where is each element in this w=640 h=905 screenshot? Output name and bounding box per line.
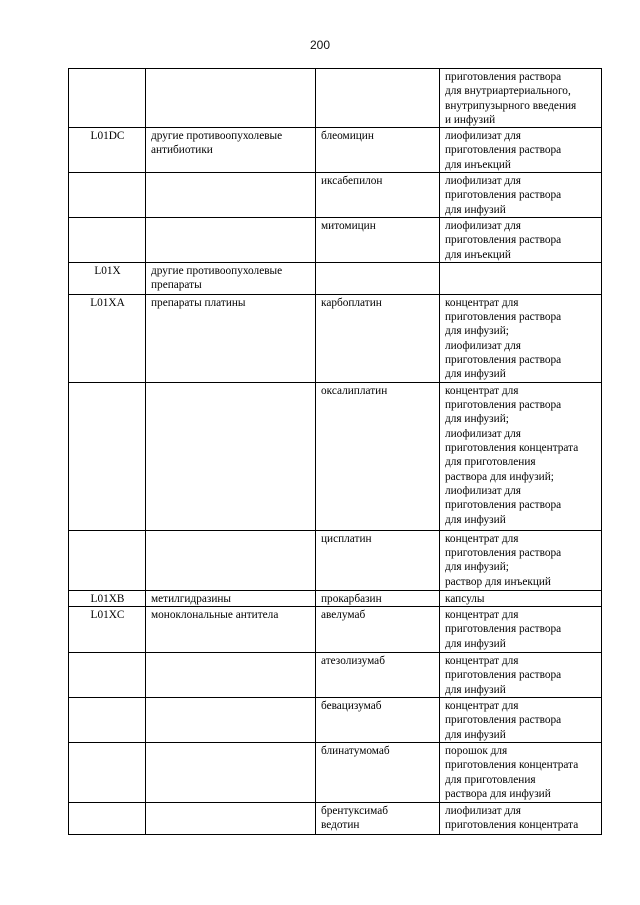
atc-code-cell: L01XA xyxy=(69,294,146,382)
atc-code-cell xyxy=(69,802,146,834)
drug-name-cell: бевацизумаб xyxy=(316,698,440,743)
table-row xyxy=(69,173,602,218)
drug-name-cell: цисплатин xyxy=(316,530,440,590)
drug-name-cell: авелумаб xyxy=(316,607,440,653)
atc-code-cell: L01X xyxy=(69,262,146,294)
table-row xyxy=(69,742,602,802)
group-name-cell xyxy=(146,217,316,262)
drug-name-cell: митомицин xyxy=(316,217,440,262)
table-row xyxy=(69,262,602,294)
drug-name-cell xyxy=(316,262,440,294)
drug-name-cell: прокарбазин xyxy=(316,590,440,606)
group-name-cell: другие противоопухолевые антибиотики xyxy=(146,128,316,173)
dosage-form-cell: капсулы xyxy=(440,590,602,606)
group-name-cell: метилгидразины xyxy=(146,590,316,606)
table-row xyxy=(69,128,602,173)
group-name-cell xyxy=(146,173,316,218)
atc-code-cell xyxy=(69,382,146,530)
drug-name-cell: атезолизумаб xyxy=(316,653,440,698)
dosage-form-cell: концентрат для приготовления раствора для инфузий; лиофилизат для приготовления концентрата для приготовления раствора для инфузий; лиофилизат для приготовления раствора для инфузий xyxy=(440,382,602,530)
atc-code-cell xyxy=(69,698,146,743)
drug-name-cell: оксалиплатин xyxy=(316,382,440,530)
atc-code-cell: L01XC xyxy=(69,607,146,653)
drug-name-cell: карбоплатин xyxy=(316,294,440,382)
group-name-cell xyxy=(146,382,316,530)
table-row xyxy=(69,802,602,834)
dosage-form-cell: лиофилизат для приготовления концентрата xyxy=(440,802,602,834)
table-row xyxy=(69,294,602,382)
group-name-cell xyxy=(146,653,316,698)
atc-code-cell xyxy=(69,217,146,262)
dosage-form-cell: концентрат для приготовления раствора для инфузий; раствор для инъекций xyxy=(440,530,602,590)
dosage-form-cell: концентрат для приготовления раствора для инфузий; лиофилизат для приготовления раствора для инфузий xyxy=(440,294,602,382)
dosage-form-cell: порошок для приготовления концентрата для приготовления раствора для инфузий xyxy=(440,742,602,802)
table-row xyxy=(69,590,602,606)
group-name-cell: препараты платины xyxy=(146,294,316,382)
atc-code-cell: L01XB xyxy=(69,590,146,606)
table-row xyxy=(69,530,602,590)
dosage-form-cell: лиофилизат для приготовления раствора для инфузий xyxy=(440,173,602,218)
atc-code-cell xyxy=(69,742,146,802)
drug-name-cell: блеомицин xyxy=(316,128,440,173)
group-name-cell xyxy=(146,69,316,128)
atc-code-cell xyxy=(69,173,146,218)
dosage-form-cell: концентрат для приготовления раствора для инфузий xyxy=(440,607,602,653)
atc-code-cell xyxy=(69,653,146,698)
group-name-cell xyxy=(146,530,316,590)
table-row xyxy=(69,698,602,743)
drug-name-cell: брентуксимаб ведотин xyxy=(316,802,440,834)
drug-name-cell: иксабепилон xyxy=(316,173,440,218)
drug-name-cell xyxy=(316,69,440,128)
dosage-form-cell: концентрат для приготовления раствора для инфузий xyxy=(440,653,602,698)
group-name-cell: другие противоопухолевые препараты xyxy=(146,262,316,294)
dosage-form-cell: лиофилизат для приготовления раствора для инъекций xyxy=(440,217,602,262)
table-row xyxy=(69,607,602,653)
drug-table xyxy=(68,68,602,835)
table-row xyxy=(69,69,602,128)
dosage-form-cell xyxy=(440,262,602,294)
group-name-cell xyxy=(146,742,316,802)
atc-code-cell: L01DC xyxy=(69,128,146,173)
drug-name-cell: блинатумомаб xyxy=(316,742,440,802)
dosage-form-cell: концентрат для приготовления раствора для инфузий xyxy=(440,698,602,743)
group-name-cell xyxy=(146,698,316,743)
table-row xyxy=(69,217,602,262)
table-row xyxy=(69,382,602,530)
table-row xyxy=(69,653,602,698)
group-name-cell xyxy=(146,802,316,834)
group-name-cell: моноклональные антитела xyxy=(146,607,316,653)
page-number: 200 xyxy=(309,38,331,52)
table-body xyxy=(69,69,602,835)
dosage-form-cell: приготовления раствора для внутриартериального, внутрипузырного введения и инфузий xyxy=(440,69,602,128)
atc-code-cell xyxy=(69,69,146,128)
dosage-form-cell: лиофилизат для приготовления раствора для инъекций xyxy=(440,128,602,173)
atc-code-cell xyxy=(69,530,146,590)
